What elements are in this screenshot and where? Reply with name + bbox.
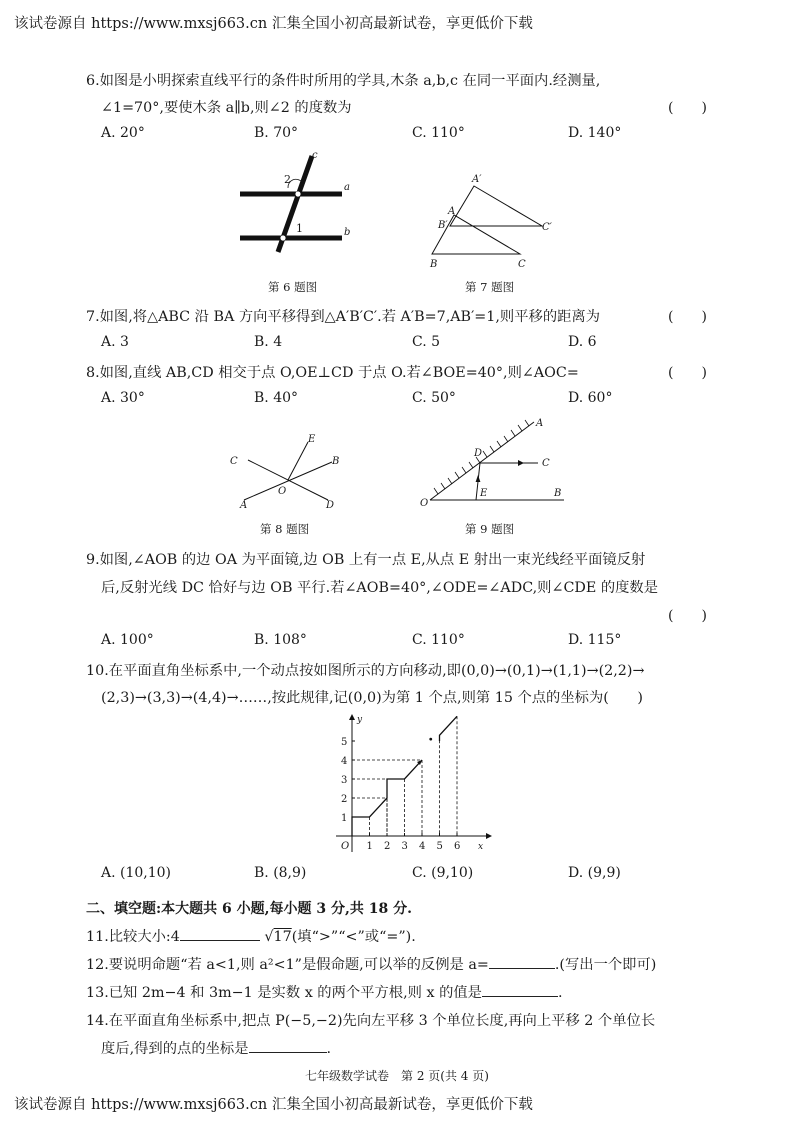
q7-option-a: A. 3: [101, 334, 129, 350]
figure-10-coordinate-path: [332, 712, 492, 858]
label-C: C: [230, 456, 238, 467]
y-axis-arrow: [349, 714, 355, 720]
pin-bottom: [280, 235, 285, 240]
q9-option-c: C. 110°: [412, 632, 465, 648]
q14-blank: [249, 1038, 327, 1053]
figure-8: [226, 428, 356, 518]
q6-option-c: C. 110°: [412, 125, 465, 141]
label-E: E: [308, 434, 316, 445]
label-O: O: [420, 498, 429, 509]
source-banner-top: 该试卷源自 https://www.mxsj663.cn 汇集全国小初高最新试卷，享更低价下载: [14, 16, 533, 32]
q14-line1: 14.在平面直角坐标系中,把点 P(−5,−2)先向左平移 3 个单位长度,再向上平移 2 个单位长: [86, 1013, 656, 1029]
x-tick-label: 2: [384, 841, 391, 852]
label-A-prime: A′: [472, 174, 482, 185]
q9-line2: 后,反射光线 DC 恰好与边 OB 平行.若∠AOB=40°,∠ODE=∠ADC,则∠CDE 的度数是: [101, 580, 659, 596]
q7-option-d: D. 6: [568, 334, 597, 350]
q10-option-d: D. (9,9): [568, 865, 621, 881]
label-B-prime: B′: [438, 220, 448, 231]
triangle-a-prime: [450, 186, 542, 226]
label-C: C: [518, 259, 526, 270]
line-ab: [244, 462, 332, 500]
source-banner-bottom: 该试卷源自 https://www.mxsj663.cn 汇集全国小初高最新试卷，享更低价下载: [14, 1097, 533, 1113]
movement-path-continued: [440, 716, 458, 741]
q7-answer-bracket: ( ): [668, 309, 707, 325]
figure-7: [420, 170, 570, 270]
q8-option-d: D. 60°: [568, 390, 613, 406]
x-tick-label: 4: [419, 841, 426, 852]
q7-line1: 7.如图,将△ABC 沿 BA 方向平移得到△A′B′C′.若 A′B=7,AB′=1,则平移的距离为: [86, 309, 601, 325]
y-tick-label: 2: [341, 794, 348, 805]
q9-option-a: A. 100°: [101, 632, 154, 648]
q14-suffix: .: [326, 1041, 332, 1057]
x-tick-label: 1: [366, 841, 373, 852]
page-footer: 七年级数学试卷 第 2 页(共 4 页): [305, 1069, 489, 1083]
origin-label: O: [341, 841, 350, 852]
label-C: C: [542, 458, 550, 469]
q12-blank: [489, 954, 555, 969]
q6-option-a: A. 20°: [101, 125, 145, 141]
q11-suffix: (填“>”“<”或“=”).: [291, 929, 416, 945]
y-tick-label: 3: [341, 775, 348, 786]
q8-option-c: C. 50°: [412, 390, 456, 406]
arrow-ed: [476, 475, 481, 482]
q14-text: 度后,得到的点的坐标是: [101, 1041, 249, 1057]
x-tick-label: 6: [454, 841, 461, 852]
q6-line1: 6.如图是小明探索直线平行的条件时所用的学具,木条 a,b,c 在同一平面内.经测量,: [86, 73, 601, 89]
label-D: D: [474, 448, 483, 459]
label-c: c: [312, 150, 318, 161]
arrow-dc: [518, 460, 524, 466]
figure-7-caption: 第 7 题图: [465, 280, 515, 294]
label-a: a: [344, 182, 350, 193]
q11: [86, 926, 416, 946]
q8-option-a: A. 30°: [101, 390, 145, 406]
label-D: D: [326, 500, 335, 511]
y-axis-label: y: [357, 715, 363, 725]
label-C-prime: C′: [542, 222, 552, 233]
q6-line2: ∠1=70°,要使木条 a∥b,则∠2 的度数为: [101, 100, 352, 116]
q11-radicand: 17: [273, 929, 292, 945]
ray-oe: [288, 442, 308, 480]
label-b: b: [344, 227, 351, 238]
figure-6-caption: 第 6 题图: [268, 280, 318, 294]
label-2: 2: [284, 173, 291, 186]
q9-answer-bracket: ( ): [668, 608, 707, 624]
figure-8-caption: 第 8 题图: [260, 522, 310, 536]
q10-line1: 10.在平面直角坐标系中,一个动点按如图所示的方向移动,即(0,0)→(0,1)→(1,1)→(2,2)→: [86, 663, 645, 679]
q11-prefix: 11.比较大小:4: [86, 929, 180, 945]
q6-answer-bracket: ( ): [668, 100, 707, 116]
q9-option-b: B. 108°: [254, 632, 307, 648]
q9-line1: 9.如图,∠AOB 的边 OA 为平面镜,边 OB 上有一点 E,从点 E 射出一束光线经平面镜反射: [86, 552, 646, 568]
pin-top: [295, 191, 300, 196]
continuation-dot: [429, 738, 432, 741]
q13-blank: [482, 982, 558, 997]
q6-option-d: D. 140°: [568, 125, 622, 141]
q13-suffix: .: [557, 985, 563, 1001]
q14-line2: [101, 1038, 331, 1058]
label-O: O: [278, 486, 287, 497]
sqrt-icon: √: [264, 929, 274, 945]
q10-option-b: B. (8,9): [254, 865, 307, 881]
q9-option-d: D. 115°: [568, 632, 622, 648]
label-1: 1: [296, 222, 303, 235]
q7-option-c: C. 5: [412, 334, 441, 350]
q10-option-c: C. (9,10): [412, 865, 474, 881]
section-2-title: 二、填空题:本大题共 6 小题,每小题 3 分,共 18 分.: [86, 901, 412, 917]
label-B: B: [430, 259, 438, 270]
q12: [86, 954, 656, 974]
q12-text: 12.要说明命题“若 a<1,则 a²<1”是假命题,可以举的反例是 a=: [86, 957, 489, 973]
x-axis-label: x: [478, 842, 484, 852]
q8-line1: 8.如图,直线 AB,CD 相交于点 O,OE⊥CD 于点 O.若∠BOE=40°,则∠AOC=: [86, 365, 579, 381]
q7-option-b: B. 4: [254, 334, 283, 350]
q11-blank: [180, 926, 260, 941]
figure-6: [230, 148, 370, 260]
label-A: A: [240, 500, 248, 511]
x-tick-label: 5: [436, 841, 443, 852]
label-E: E: [480, 488, 488, 499]
x-axis-arrow: [486, 833, 492, 839]
label-B: B: [554, 488, 562, 499]
x-tick-label: 3: [401, 841, 408, 852]
y-tick-label: 5: [341, 737, 348, 748]
q8-answer-bracket: ( ): [668, 365, 707, 381]
label-B: B: [332, 456, 340, 467]
label-A: A: [448, 206, 456, 217]
y-tick-label: 1: [341, 813, 348, 824]
figure-9-caption: 第 9 题图: [465, 522, 515, 536]
q8-option-b: B. 40°: [254, 390, 299, 406]
y-tick-label: 4: [341, 756, 348, 767]
label-A: A: [536, 418, 544, 429]
q10-option-a: A. (10,10): [101, 865, 172, 881]
q10-line2: (2,3)→(3,3)→(4,4)→……,按此规律,记(0,0)为第 1 个点,则第 15 个点的坐标为( ): [101, 690, 643, 706]
q13: [86, 982, 563, 1002]
figure-9: [418, 412, 578, 514]
q13-text: 13.已知 2m−4 和 3m−1 是实数 x 的两个平方根,则 x 的值是: [86, 985, 482, 1001]
q12-suffix: .(写出一个即可): [554, 957, 657, 973]
q6-option-b: B. 70°: [254, 125, 299, 141]
